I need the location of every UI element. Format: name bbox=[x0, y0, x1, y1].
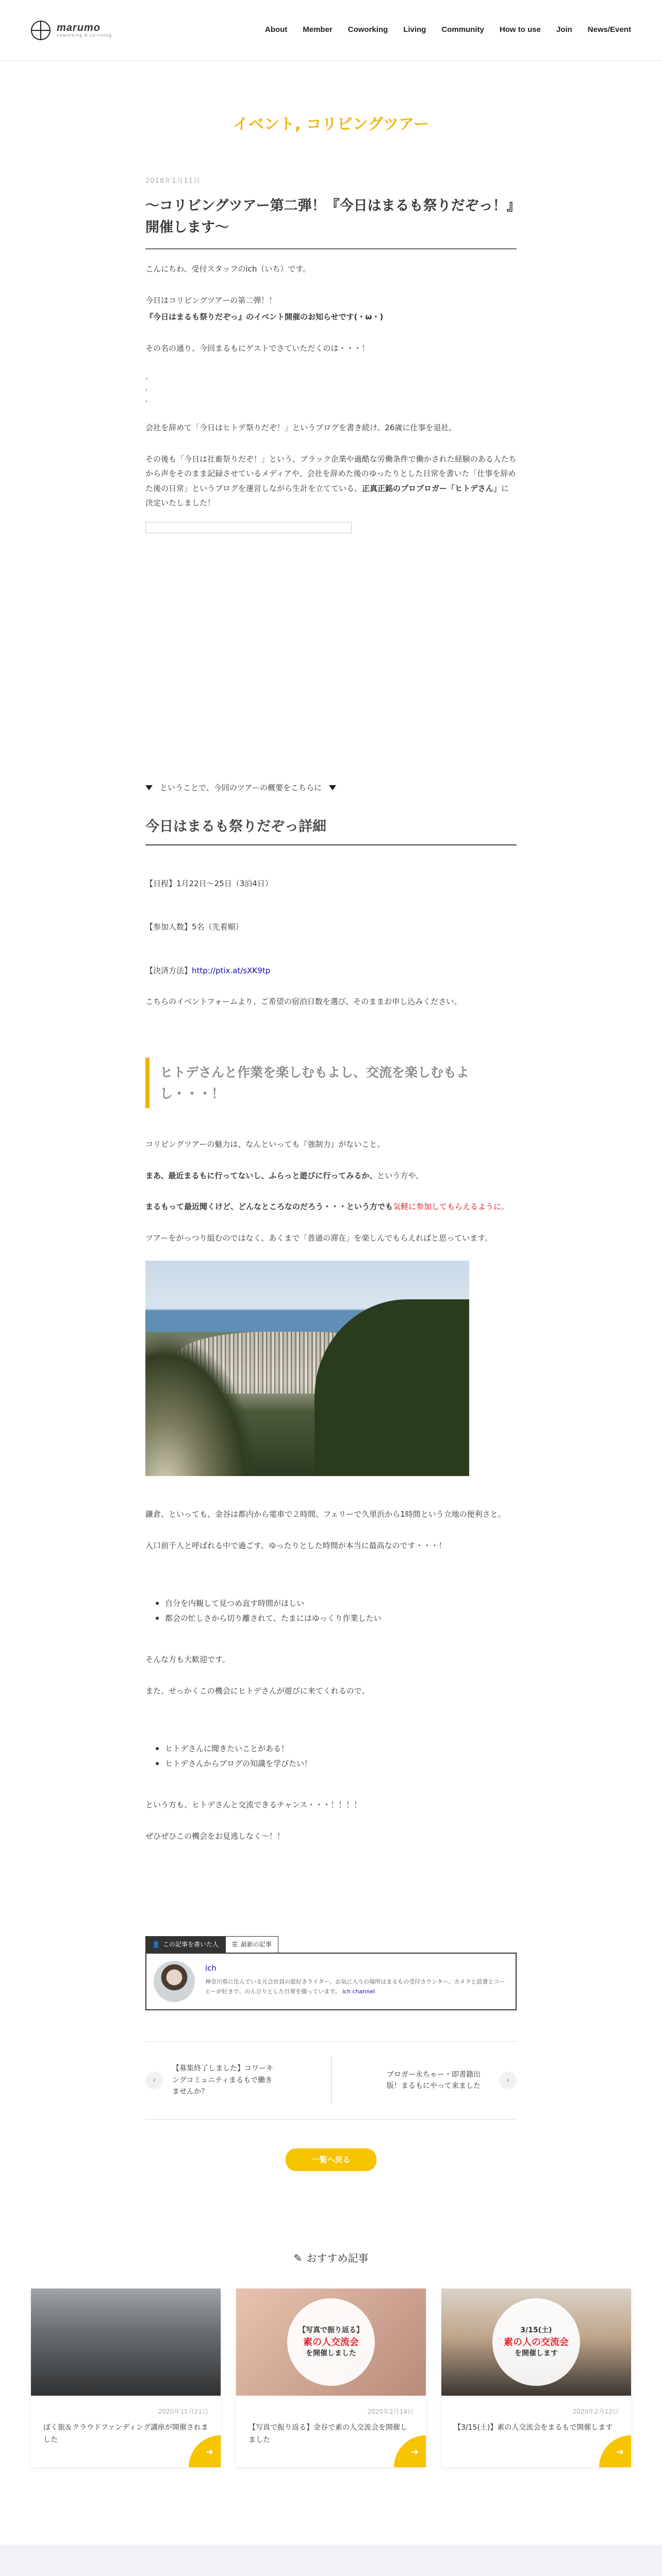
arrow-right-icon: ➜ bbox=[394, 2435, 426, 2467]
badge-bottom: を開催します bbox=[515, 2349, 558, 2358]
card-image bbox=[236, 2289, 426, 2396]
site-logo[interactable] bbox=[31, 21, 112, 40]
detail-form-label: 【決済方法】 bbox=[145, 965, 192, 975]
card-image bbox=[441, 2289, 631, 2396]
card-date: 2020年11月21日 bbox=[158, 2408, 208, 2416]
recommended-title bbox=[294, 2248, 369, 2268]
pencil-icon: ✎ bbox=[293, 2252, 303, 2265]
tour-curious-bold: まるもって最近聞くけど、どんなところなのだろう・・・という方でも bbox=[145, 1202, 393, 1212]
author-name[interactable]: ich bbox=[205, 1963, 217, 1973]
details-toggle[interactable] bbox=[145, 781, 517, 795]
kanaya-landscape-photo bbox=[145, 1261, 469, 1476]
triangle-down-icon bbox=[329, 785, 336, 790]
recommended-card[interactable] bbox=[441, 2289, 631, 2467]
nav-community[interactable]: Community bbox=[441, 25, 484, 35]
guest-intro: 会社を辞めて「今日はヒトデ祭りだぞ！」というブログを書き続け、26歳に仕事を退社。 bbox=[145, 423, 457, 433]
list-item: ヒトデさんからブログの知識を学びたい！ bbox=[156, 1756, 517, 1771]
detail-people: 【参加人数】5名（先着順） bbox=[145, 922, 243, 932]
card-badge bbox=[492, 2298, 580, 2386]
prev-post-link[interactable] bbox=[145, 2063, 331, 2097]
prev-post-title: 【募集終了しました】コワーキングコミュニティまるもで働きませんか？ bbox=[172, 2064, 273, 2096]
form-link[interactable]: http://ptix.at/sXK9tp bbox=[192, 965, 271, 975]
list-item: 自分を内観して見つめ直す時間がほしい bbox=[156, 1596, 517, 1611]
detail-date: 【日程】1月22日〜25日（3泊4日） bbox=[145, 878, 273, 888]
broken-image bbox=[145, 522, 352, 533]
arrow-right-icon: ➜ bbox=[599, 2435, 631, 2467]
badge-highlight: 素の人の交流会 bbox=[504, 2336, 569, 2348]
dot-3: . bbox=[145, 395, 148, 404]
global-nav bbox=[265, 23, 631, 38]
intro-line-3: その名の通り、今回まるもにゲストでさていただくのは・・・！ bbox=[145, 343, 370, 353]
recommended-card[interactable] bbox=[236, 2289, 426, 2467]
tab-latest-label: 最新の記事 bbox=[240, 1941, 272, 1948]
badge-highlight: 素の人交流会 bbox=[303, 2336, 359, 2348]
toggle-label: ということで、今回のツアーの概要をこちらに bbox=[160, 783, 322, 792]
logo-icon bbox=[31, 21, 51, 40]
card-badge bbox=[287, 2298, 375, 2386]
arrow-right-icon: ➜ bbox=[189, 2435, 221, 2467]
card-title: 【写真で振り返る】金谷で素の人交流会を開催しました bbox=[249, 2424, 407, 2445]
nav-member[interactable]: Member bbox=[303, 25, 333, 35]
chevron-left-icon: ‹ bbox=[145, 2072, 163, 2089]
recommended-card[interactable] bbox=[31, 2289, 221, 2467]
welcome-text: そんな方も大歓迎です。 bbox=[145, 1655, 230, 1665]
relax-text: 入口前千人と呼ばれる中で過ごす、ゆったりとした時間が本当に最高なのです・・・！ bbox=[145, 1540, 446, 1550]
tour-casual-bold: まあ、最近まるもに行ってないし、ふらっと遊びに行ってみるか、 bbox=[145, 1171, 377, 1180]
card-date: 2020年2月12日 bbox=[572, 2408, 619, 2416]
guest-profile-text: その後も「今日は社畜祭りだぞ！」という、ブラック企業や過酷な労働条件で働かされた経験のある人たちから声をそのまま記録させているメディアや、会社を辞めた後のゆったりとした日常を書いた「仕事を辞めた後の日常」というブログを運営しながら生計を立てている、 bbox=[145, 454, 517, 493]
post-date: 2018年1月11日 bbox=[145, 177, 201, 185]
site-footer bbox=[0, 2545, 662, 2576]
hitode-visit-text: また、せっかくこの機会にヒトデさんが遊びに来てくれるので、 bbox=[145, 1686, 370, 1696]
tour-appeal: コリビングツアーの魅力は、なんといっても『強制力』がないこと。 bbox=[145, 1140, 385, 1149]
next-post-title: ブロガー永ちゃー・即書籍出版！まるもにやって来ました bbox=[387, 2070, 481, 2090]
author-box bbox=[145, 1953, 517, 2010]
details-heading: 今日はまるも祭りだぞっ詳細 bbox=[145, 814, 517, 845]
user-icon: 👤 bbox=[152, 1941, 160, 1948]
triangle-down-icon bbox=[145, 785, 153, 790]
sub-heading: ヒトデさんと作業を楽しむもよし、交流を楽しむもよし・・・！ bbox=[145, 1058, 517, 1109]
list-icon: ☰ bbox=[231, 1941, 238, 1948]
badge-top: 【写真で振り返る】 bbox=[299, 2326, 363, 2335]
chevron-right-icon: › bbox=[499, 2072, 517, 2089]
recommended-title-text: おすすめ記事 bbox=[306, 2252, 369, 2265]
closing-text: ぜひぜひこの機会をお見逃しなく〜！！ bbox=[145, 1831, 285, 1841]
author-tabs bbox=[145, 1936, 517, 1953]
detail-form bbox=[145, 963, 517, 978]
chance-text: という方も、ヒトデさんと交流できるチャンス・・・！！！！ bbox=[145, 1800, 362, 1810]
category-title: イベント, コリビングツアー bbox=[233, 115, 429, 133]
card-date: 2020年2月14日 bbox=[367, 2408, 413, 2416]
intro-greeting: こんにちわ、受付スタッフのich（いち）です。 bbox=[145, 264, 311, 274]
tour-curious-red: 気軽に参加してもらえるように。 bbox=[393, 1202, 509, 1212]
intro-line-2: 『今日はまるも祭りだぞっ』のイベント開催のお知らせです(・ω・) bbox=[145, 312, 384, 322]
next-post-link[interactable] bbox=[332, 2069, 517, 2092]
tour-casual: という方や、 bbox=[377, 1171, 424, 1180]
nav-join[interactable]: Join bbox=[556, 25, 572, 35]
author-channel-link[interactable]: ich channel bbox=[342, 1988, 375, 1995]
guest-profile-end: に決定いたしました！ bbox=[145, 483, 509, 508]
nav-about[interactable]: About bbox=[264, 25, 288, 35]
guest-name: 正真正銘のプロブロガー「ヒトデさん」 bbox=[362, 483, 502, 493]
guest-profile bbox=[145, 452, 517, 511]
post-navigation bbox=[145, 2041, 517, 2120]
tour-normal-stay: ツアーをがっつり組むのではなく、あくまで「普通の滞在」を楽しんでもらえればと思っています。 bbox=[145, 1233, 493, 1243]
badge-top: 3/15(土) bbox=[520, 2326, 552, 2335]
nav-news-event[interactable]: News/Event bbox=[587, 25, 631, 35]
badge-bottom: を開催しました bbox=[306, 2349, 356, 2358]
card-title: ぼく旅＆クラウドファンディング講座が開催されました bbox=[43, 2424, 208, 2445]
tab-author[interactable] bbox=[145, 1936, 225, 1953]
author-desc-text: 神奈川県に住んでいる元会社員の旅好きライター。お気に入りの場所はまるもの受付カウンター。カメラと読書とコーヒーが好きで、のんびりとした日常を綴っています。 bbox=[205, 1978, 505, 1995]
post-title: 〜コリビングツアー第二弾！『今日はまるも祭りだぞっ！』開催します〜 bbox=[145, 195, 517, 250]
nav-living[interactable]: Living bbox=[403, 25, 426, 35]
site-header bbox=[0, 0, 662, 61]
logo-name: marumo bbox=[57, 22, 101, 34]
card-image bbox=[31, 2289, 221, 2396]
back-to-list-button[interactable]: 一覧へ戻る bbox=[286, 2148, 376, 2172]
article bbox=[145, 175, 517, 2171]
logo-tagline: coworking & co-living bbox=[57, 33, 112, 38]
access-text: 鎌倉、といっても、金谷は都内から電車で２時間、フェリーで久里浜から1時間という立地の便利さと。 bbox=[145, 1510, 506, 1519]
tab-author-label: この記事を書いた人 bbox=[162, 1941, 219, 1948]
wish-list bbox=[156, 1596, 517, 1625]
dot-1: . bbox=[145, 372, 148, 382]
tab-latest[interactable] bbox=[225, 1936, 278, 1953]
detail-form-note: こちらのイベントフォームより、ご希望の宿泊日数を選び、そのままお申し込みください。 bbox=[145, 997, 462, 1007]
list-item: 都会の忙しさから切り離されて、たまにはゆっくり作業したい bbox=[156, 1611, 517, 1626]
card-title: 【3/15(土)】素の人交流会をまるもで開催します bbox=[454, 2424, 613, 2432]
dot-2: . bbox=[145, 383, 148, 393]
intro-line-1: 今日はコリビングツアーの第二弾！！ bbox=[145, 295, 277, 305]
nav-coworking[interactable]: Coworking bbox=[347, 25, 388, 35]
question-list bbox=[156, 1741, 517, 1771]
author-avatar bbox=[154, 1961, 195, 2002]
author-description bbox=[205, 1977, 508, 1996]
nav-how-to-use[interactable]: How to use bbox=[499, 25, 541, 35]
list-item: ヒトデさんに聞きたいことがある！ bbox=[156, 1741, 517, 1756]
recommended-section bbox=[0, 2248, 662, 2467]
